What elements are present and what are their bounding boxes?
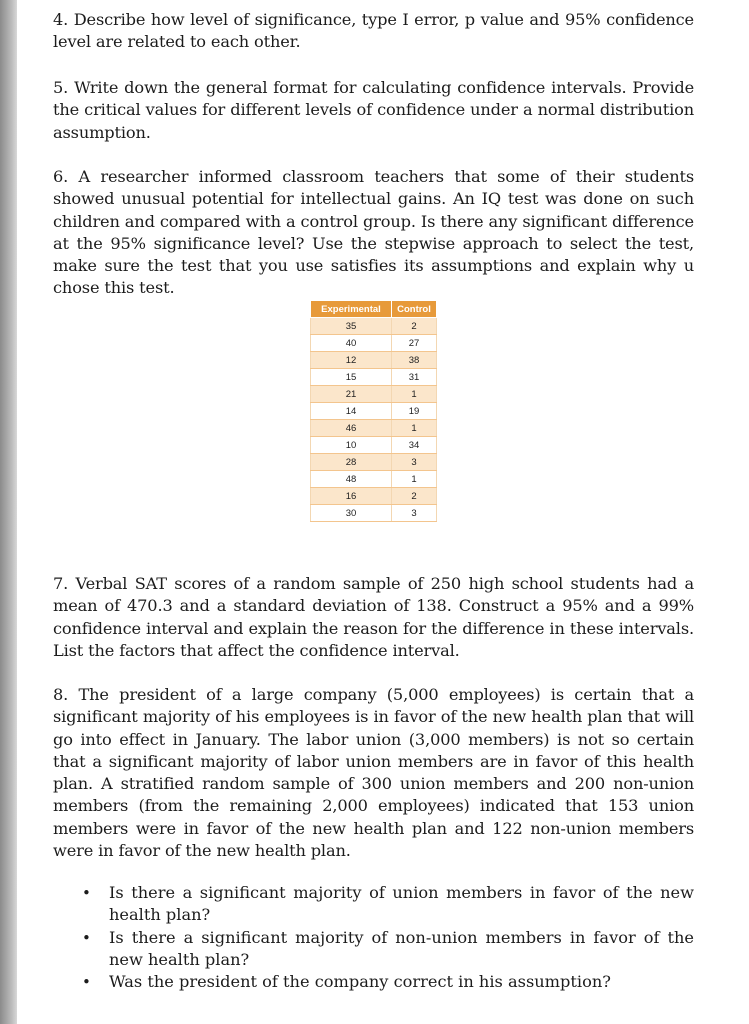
bullet-icon: • <box>82 884 91 902</box>
control-cell: 2 <box>392 488 437 505</box>
control-cell: 31 <box>392 369 437 386</box>
control-cell: 19 <box>392 403 437 420</box>
bullet-icon: • <box>82 928 91 947</box>
table-row <box>311 386 437 403</box>
experimental-cell: 40 <box>311 335 392 352</box>
experimental-cell: 28 <box>311 454 392 471</box>
control-cell: 3 <box>392 505 437 522</box>
control-cell: 38 <box>392 352 437 369</box>
list-item <box>82 927 694 972</box>
sub-question-text: Is there a significant majority of union members in favor of the new health plan? <box>109 883 694 925</box>
list-item <box>82 882 694 927</box>
table-row <box>311 369 437 386</box>
experimental-cell: 30 <box>311 505 392 522</box>
control-cell: 27 <box>392 335 437 352</box>
table-row <box>311 454 437 471</box>
control-cell: 1 <box>392 386 437 403</box>
question-8-sub-questions <box>82 882 694 993</box>
experimental-cell: 21 <box>311 386 392 403</box>
header-experimental: Experimental <box>311 301 392 318</box>
question-8: 8. The president of a large company (5,000 employees) is certain that a significant majority of his employees is in favor of the new health plan that will go into effect in January. The labor union (3,000 members) is not so certain that a significant majority of labor union members are in favor of this health plan. A stratified random sample of 300 union members and 200 non-union members (from the remaining 2,000 employees) indicated that 153 union members were in favor of the new health plan and 122 non-union members were in favor of the new health plan. <box>53 685 694 861</box>
sub-question-text: Was the president of the company correct in his assumption? <box>109 972 611 992</box>
experimental-cell: 46 <box>311 420 392 437</box>
question-4: 4. Describe how level of significance, type I error, p value and 95% confidence level are related to each other. <box>53 10 694 52</box>
table-row <box>311 403 437 420</box>
question-5: 5. Write down the general format for calculating confidence intervals. Provide the critical values for different levels of confidence under a normal distribution assumption. <box>53 78 694 142</box>
table-row <box>311 437 437 454</box>
table-row <box>311 505 437 522</box>
table-row <box>311 318 437 335</box>
table-row <box>311 352 437 369</box>
list-item <box>82 971 694 993</box>
question-7: 7. Verbal SAT scores of a random sample of 250 high school students had a mean of 470.3 and a standard deviation of 138. Construct a 95% and a 99% confidence interval and explain the reason for the difference in these intervals. List the factors that affect the confidence interval. <box>53 574 694 660</box>
control-cell: 3 <box>392 454 437 471</box>
bullet-icon: • <box>82 973 91 992</box>
experimental-cell: 48 <box>311 471 392 488</box>
iq-data-table <box>310 300 437 522</box>
experimental-cell: 35 <box>311 318 392 335</box>
question-6: 6. A researcher informed classroom teachers that some of their students showed unusual potential for intellectual gains. An IQ test was done on such children and compared with a control group. Is there any significant difference at the 95% significance level? Use the stepwise approach to select the test, make sure the test that you use satisfies its assumptions and explain why u chose this test. <box>53 167 694 298</box>
table-row <box>311 420 437 437</box>
page-edge-shadow <box>0 0 17 1024</box>
experimental-cell: 15 <box>311 369 392 386</box>
control-cell: 2 <box>392 318 437 335</box>
table-row <box>311 471 437 488</box>
control-cell: 1 <box>392 471 437 488</box>
table-header-row <box>311 301 437 318</box>
table-row <box>311 335 437 352</box>
control-cell: 1 <box>392 420 437 437</box>
sub-question-text: Is there a significant majority of non-union members in favor of the new health plan? <box>109 927 694 969</box>
header-control: Control <box>392 301 437 318</box>
control-cell: 34 <box>392 437 437 454</box>
experimental-cell: 16 <box>311 488 392 505</box>
table-row <box>311 488 437 505</box>
experimental-cell: 12 <box>311 352 392 369</box>
experimental-cell: 14 <box>311 403 392 420</box>
experimental-cell: 10 <box>311 437 392 454</box>
